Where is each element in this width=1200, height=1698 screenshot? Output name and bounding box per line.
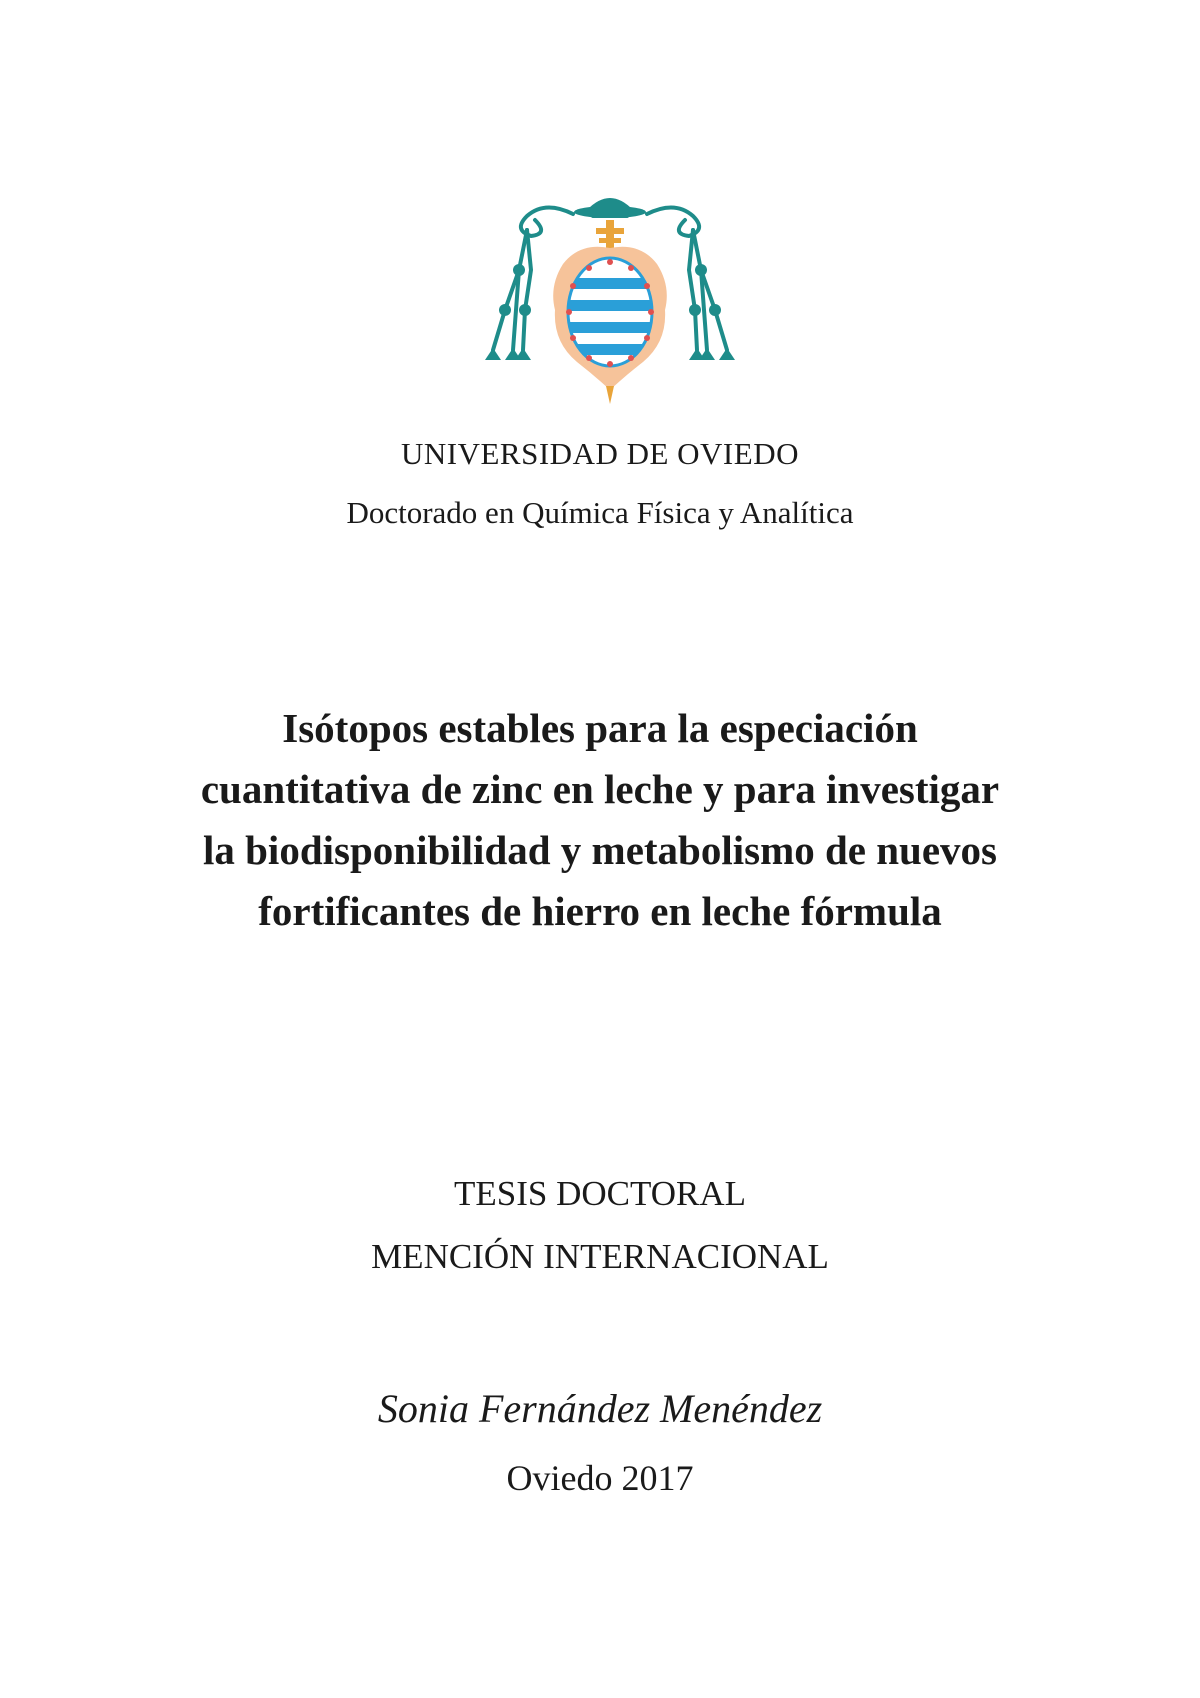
thesis-title (0, 698, 1200, 942)
title-line: cuantitativa de zinc en leche y para investigar (200, 766, 1000, 812)
thesis-mention: MENCIÓN INTERNACIONAL (371, 1237, 829, 1276)
title-line: Isótopos estables para la especiación (282, 705, 918, 751)
place-year: Oviedo 2017 (506, 1458, 694, 1498)
title-line: la biodisponibilidad y metabolismo de nuevos (202, 827, 997, 873)
hat (574, 198, 646, 218)
author-name: Sonia Fernández Menéndez (377, 1386, 823, 1431)
doctoral-program: Doctorado en Química Física y Analítica (346, 495, 854, 530)
university-name: UNIVERSIDAD DE OVIEDO (401, 436, 799, 471)
university-crest-icon (465, 190, 755, 410)
thesis-type: TESIS DOCTORAL (453, 1174, 746, 1213)
title-line: fortificantes de hierro en leche fórmula (258, 888, 942, 934)
cross (596, 220, 624, 250)
